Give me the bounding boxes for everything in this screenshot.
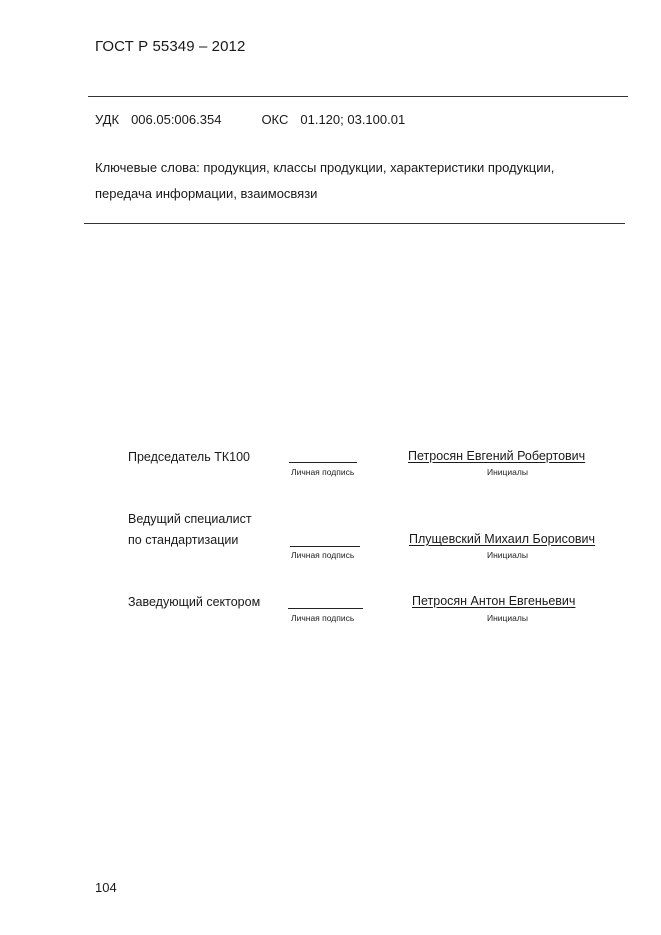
signature-line-3 — [288, 608, 363, 609]
signatory-name-2: Плущевский Михаил Борисович — [409, 532, 596, 546]
name-caption-1: Инициалы — [487, 467, 528, 477]
signature-line-1 — [289, 462, 357, 463]
signature-caption-2: Личная подпись — [291, 550, 355, 560]
signature-role-line: Заведующий сектором — [128, 595, 261, 609]
keywords-line-2: передача информации, взаимосвязи — [95, 186, 318, 201]
signatory-name-3: Петросян Антон Евгеньевич — [412, 594, 576, 608]
udk-label: УДК — [95, 112, 120, 127]
page-number: 104 — [95, 880, 117, 895]
top-divider — [88, 96, 628, 97]
keywords-block — [95, 155, 554, 207]
name-caption-2: Инициалы — [487, 550, 528, 560]
signature-line-2 — [290, 546, 360, 547]
signatory-name-1: Петросян Евгений Робертович — [408, 449, 586, 463]
keywords-line-1: Ключевые слова: продукция, классы продукции, характеристики продукции, — [95, 160, 555, 175]
signature-role-1 — [128, 447, 250, 468]
signature-role-line: Ведущий специалист — [128, 512, 252, 526]
document-standard-title: ГОСТ Р 55349 – 2012 — [95, 38, 246, 55]
name-caption-3: Инициалы — [487, 613, 528, 623]
signature-role-line: по стандартизации — [128, 533, 239, 547]
udk-value: 006.05:006.354 — [131, 112, 222, 127]
signature-role-3 — [128, 592, 260, 613]
bottom-divider — [84, 223, 625, 224]
oks-value: 01.120; 03.100.01 — [300, 112, 406, 127]
signature-caption-3: Личная подпись — [291, 613, 355, 623]
classification-codes — [95, 112, 405, 127]
signature-role-2 — [128, 509, 252, 551]
signature-role-line: Председатель ТК100 — [128, 450, 250, 464]
oks-label: ОКС — [261, 112, 289, 127]
signature-caption-1: Личная подпись — [291, 467, 355, 477]
